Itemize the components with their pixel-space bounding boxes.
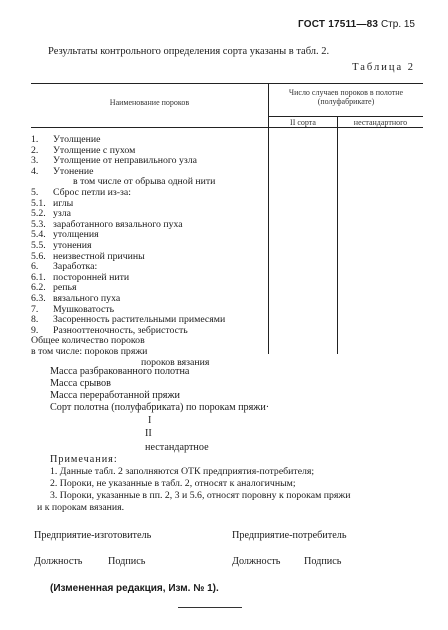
standard-number: ГОСТ 17511—83 (298, 19, 379, 30)
table-row: 6.2. репья (31, 282, 77, 294)
table-caption: Таблица 2 (352, 62, 415, 73)
mass-breaks: Масса срывов (50, 378, 111, 389)
table-row: 5. Сброс петли из-за: (31, 187, 132, 198)
table-row: 5.6. неизвестной причины (31, 250, 145, 262)
table-row: 6.3. вязального пуха (31, 293, 121, 304)
mass-rejected: Масса разбракованного полотна (50, 366, 190, 377)
table-header-bottom-line (31, 127, 423, 128)
table-row: 6.1. посторонней нити (31, 271, 130, 283)
table-row: в том числе от обрыва одной нити (73, 176, 216, 188)
table-top-line (31, 83, 423, 84)
defects-table (31, 83, 423, 368)
edition-note: (Измененная редакция, Изм. № 1). (50, 583, 219, 594)
table-row: 3. Утолщение от неправильного узла (31, 155, 197, 167)
note-1: 1. Данные табл. 2 заполняются ОТК предприятия-потребителя; (50, 466, 315, 477)
sort-option-2: II (145, 428, 152, 439)
subheader-line (268, 116, 423, 117)
sort-option-nonstandard: нестандартное (145, 442, 209, 453)
table-row: 5.1. иглы (31, 197, 74, 209)
mass-processed-yarn: Масса переработанной пряжи (50, 390, 180, 401)
consumer-position: Должность (232, 556, 281, 567)
table-row: 7. Мушковатость (31, 303, 115, 315)
column-header-nonstandard: нестандартного (353, 118, 408, 127)
note-2: 2. Пороки, не указанные в табл. 2, относят к аналогичным; (50, 478, 296, 489)
table-row: Общее количество пороков (31, 335, 145, 347)
maker-signature: Подпись (108, 556, 146, 567)
page-header (298, 19, 415, 30)
table-row: 1. Утолщение (31, 134, 101, 145)
column-header-sort2: II сорта (290, 118, 316, 127)
sort-option-1: I (148, 415, 152, 426)
sort-line: Сорт полотна (полуфабриката) по порокам пряжи· (50, 402, 270, 413)
table-row: 6. Заработка: (31, 261, 98, 273)
table-row: 5.3. заработанного вязального пуха (31, 218, 183, 230)
table-row: 8. Засоренность растительными примесями (31, 314, 226, 326)
table-row: 4. Утонение (31, 165, 94, 177)
table-row: пороков вязания (141, 356, 210, 368)
intro-text: Результаты контрольного определения сорта указаны в табл. 2. (48, 46, 330, 57)
table-row: 5.2. узла (31, 208, 72, 220)
notes-title: Примечания: (50, 454, 118, 465)
note-3-cont: и к порокам вязания. (37, 502, 125, 513)
table-row: 2. Утолщение с пухом (31, 144, 136, 156)
table-row: 5.5. утонения (31, 240, 92, 251)
column-header-group: Число случаев пороков в полотне (полуфабрикате) (288, 88, 404, 106)
table-row: в том числе: пороков пряжи (31, 346, 148, 357)
table-row: 5.4. утолщения (31, 229, 99, 241)
note-3: 3. Пороки, указанные в пп. 2, 3 и 5.6, относят поровну к порокам пряжи (50, 490, 351, 501)
table-row: 9. Разнооттеночность, зебристость (31, 324, 188, 336)
maker-label: Предприятие-изготовитель (34, 530, 152, 541)
column-header-name: Наименование пороков (109, 98, 190, 107)
page-number: Стр. 15 (380, 19, 415, 30)
column-divider-2 (337, 116, 338, 354)
maker-position: Должность (34, 556, 83, 567)
consumer-signature: Подпись (304, 556, 342, 567)
consumer-label: Предприятие-потребитель (232, 530, 347, 541)
bottom-rule (178, 607, 242, 608)
